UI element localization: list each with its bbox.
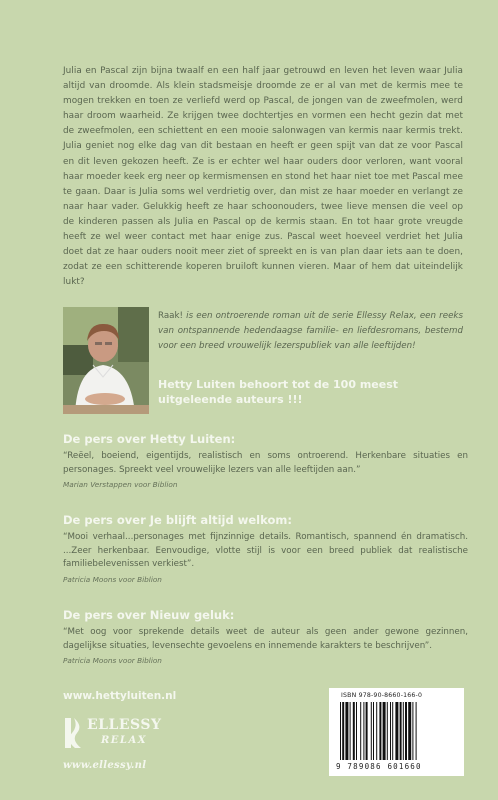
series-text: is een ontroerende roman uit de serie Ellessy Relax, een reeks van ontspannende hedendaagse familie- en liefdesromans, bestemd voor een breed vrouwelijk lezerspubliek van alle leeftijden! [158, 311, 463, 351]
ellessy-logo [63, 714, 193, 754]
barcode-number: 9 789086 601660 [336, 762, 422, 771]
press-quote: “Met oog voor sprekende details weet de auteur als geen ander gewone gezinnen, dagelijkse situaties, levensechte gevoelens en innemende karakters te beschrijven”. [63, 627, 468, 651]
press-source: Patricia Moons voor Biblion [63, 574, 162, 584]
book-title-inline: Raak! [158, 311, 184, 321]
press-source: Marian Verstappen voor Biblion [63, 480, 178, 489]
ellessy-logo-mark-icon [63, 716, 83, 750]
publisher-website-link[interactable]: www.ellessy.nl [63, 760, 147, 771]
author-website-link[interactable]: www.hettyluiten.nl [63, 690, 177, 702]
press-heading: De pers over Hetty Luiten: [63, 432, 236, 446]
blurb-text: Julia en Pascal zijn bijna twaalf en een half jaar getrouwd en leven het leven waar Julia altijd van droomde. Als klein stadsmeisje droomde ze er al van met de kermis mee te mogen trekken en toen ze verliefd werd op Pascal, de jongen van de zweefmolen, werd haar droom waarheid. Ze krijgen twee dochtertjes en vormen een hecht gezin dat met de zweefmolen, een schiettent en een mooie salonwagen van kermis naar kermis trekt. Julia geniet nog elke dag van dit bestaan en heeft er geen spijt van dat ze voor Pascal en dit leven gekozen heeft. Ze is er echter wel haar ouders door verloren, want vooral haar moeder keek erg neer op kermismensen en stond het haar niet toe met Pascal mee te gaan. Daar is Julia soms wel verdrietig over, dan mist ze haar moeder en verlangt ze naar haar vader. Gelukkig heeft ze haar schoonouders, twee lieve mensen die veel op de kinderen passen als Julia en Pascal op de kermis staan. En tot haar grote vreugde heeft ze wel weer contact met haar enige zus. Pascal weet hoeveel verdriet het Julia doet dat ze haar ouders nooit meer ziet of spreekt en is van plan daar iets aan te doen, zodat ze een schitterende koperen bruiloft kunnen vieren. Maar of hem dat uiteindelijk lukt? [63, 66, 463, 288]
top100-statement: Hetty Luiten behoort tot de 100 meest uitgeleende auteurs !!! [158, 378, 399, 406]
press-quote: “Reëel, boeiend, eigentijds, realistisch en soms ontroerend. Herkenbare situaties en personages. Spreekt veel vrouwelijke lezers van alle leeftijden aan.” [63, 451, 468, 475]
press-quote: “Mooi verhaal...personages met fijnzinnige details. Romantisch, spannend én dramatisch. ...Zeer herkenbaar. Eenvoudige, vlotte stijl is voor een breed publiek dat realistische familiebelevenissen verkiest”. [63, 532, 468, 569]
press-block [63, 608, 468, 666]
logo-wordmark: ELLESSY [87, 717, 162, 733]
press-heading: De pers over Nieuw geluk: [63, 608, 235, 622]
logo-subline: RELAX [101, 735, 147, 746]
press-source: Patricia Moons voor Biblion [63, 656, 162, 665]
press-block [63, 513, 468, 585]
press-heading: De pers over Je blijft altijd welkom: [63, 513, 292, 527]
author-photo [63, 307, 149, 414]
isbn-text: ISBN 978-90-8660-166-0 [341, 692, 423, 699]
press-block [63, 432, 468, 490]
barcode-icon [338, 702, 456, 760]
series-description [158, 309, 463, 354]
